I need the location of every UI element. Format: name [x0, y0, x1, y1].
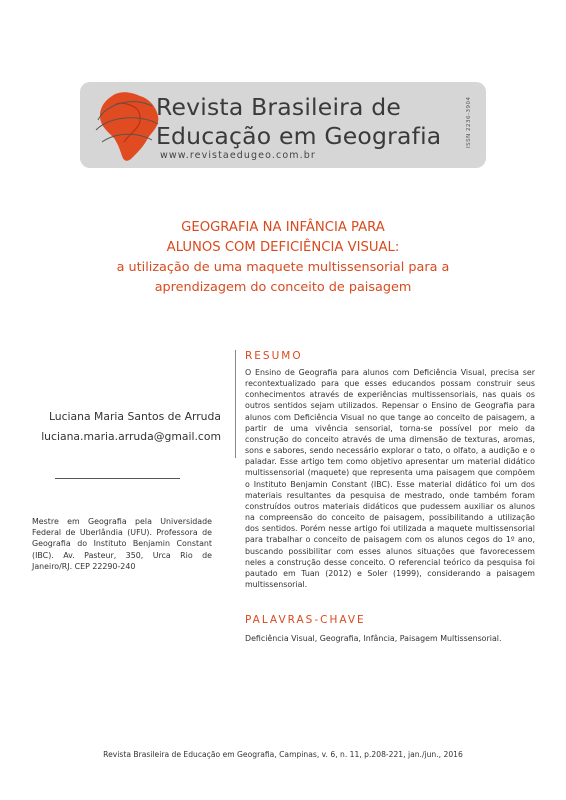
journal-banner: [80, 82, 486, 168]
article-title: [40, 218, 526, 298]
article-title-line2: ALUNOS COM DEFICIÊNCIA VISUAL:: [166, 240, 400, 255]
author-email[interactable]: luciana.maria.arruda@gmail.com: [41, 430, 221, 443]
journal-title: [156, 93, 441, 151]
article-subtitle-line1: a utilização de uma maquete multissensorial para a: [116, 260, 450, 275]
author-name: Luciana Maria Santos de Arruda: [48, 410, 221, 423]
journal-issn: ISSN 2236-3904: [466, 96, 472, 148]
footer-citation: Revista Brasileira de Educação em Geografia, Campinas, v. 6, n. 11, p.208-221, jan./jun., 2016: [103, 750, 463, 759]
author-divider: [55, 478, 180, 479]
journal-website[interactable]: www.revistaedugeo.com.br: [160, 150, 316, 161]
abstract-text: O Ensino de Geografia para alunos com Deficiência Visual, precisa ser recontextualizado para que esses educandos possam construir seus conhecimentos através de experiências multissensoriais, nas quais os outros sentidos sejam utilizados. Repensar o Ensino de Geografia para alunos com Deficiência Visual no que tange ao conceito de paisagem, a partir de uma vivência sensorial, torna-se possível por meio da construção do conceito através de uma dimensão de texturas, aromas, sons e sabores, sendo necessário explorar o tato, o olfato, a audição e o paladar. Esse artigo tem como objetivo apresentar um material didático multissensorial (maquete) que representa uma paisagem que compõem o Instituto Benjamin Constant (IBC). Esse material didático foi um dos materiais resultantes da pesquisa de mestrado, onde também foram construídos outros materiais didáticos que pudessem auxiliar os alunos na compreensão do conceito de paisagem, possibilitando a utilização dos sentidos. Porém nesse artigo foi utilizada a maquete multissensorial para trabalhar o conceito de paisagem com os alunos cegos do 1º ano, buscando possibilitar com esses alunos situações que favorecessem neles a construção desse conceito. O referencial teórico da pesquisa foi pautado em Tuan (2012) e Soler (1999), considerando a paisagem multissensorial.: [245, 368, 535, 589]
article-subtitle-line2: aprendizagem do conceito de paisagem: [154, 280, 412, 295]
column-divider: [235, 350, 236, 458]
journal-title-line1: Revista Brasileira de: [156, 93, 402, 121]
brazil-map-shape: [100, 92, 158, 161]
article-title-line1: GEOGRAFIA NA INFÂNCIA PARA: [181, 220, 385, 235]
abstract-heading: RESUMO: [245, 350, 303, 362]
keywords-heading: PALAVRAS-CHAVE: [245, 614, 366, 626]
author-bio: Mestre em Geografia pela Universidade Federal de Uberlândia (UFU). Professora de Geografia do Instituto Benjamin Constant (IBC). Av. Pasteur, 350, Urca Rio de Janeiro/RJ. CEP 22290-240: [32, 517, 212, 571]
journal-title-line2: Educação em Geografia: [156, 122, 442, 150]
brazil-map-logo: [92, 86, 164, 166]
keywords-text: Deficiência Visual, Geografia, Infância, Paisagem Multissensorial.: [245, 634, 502, 643]
